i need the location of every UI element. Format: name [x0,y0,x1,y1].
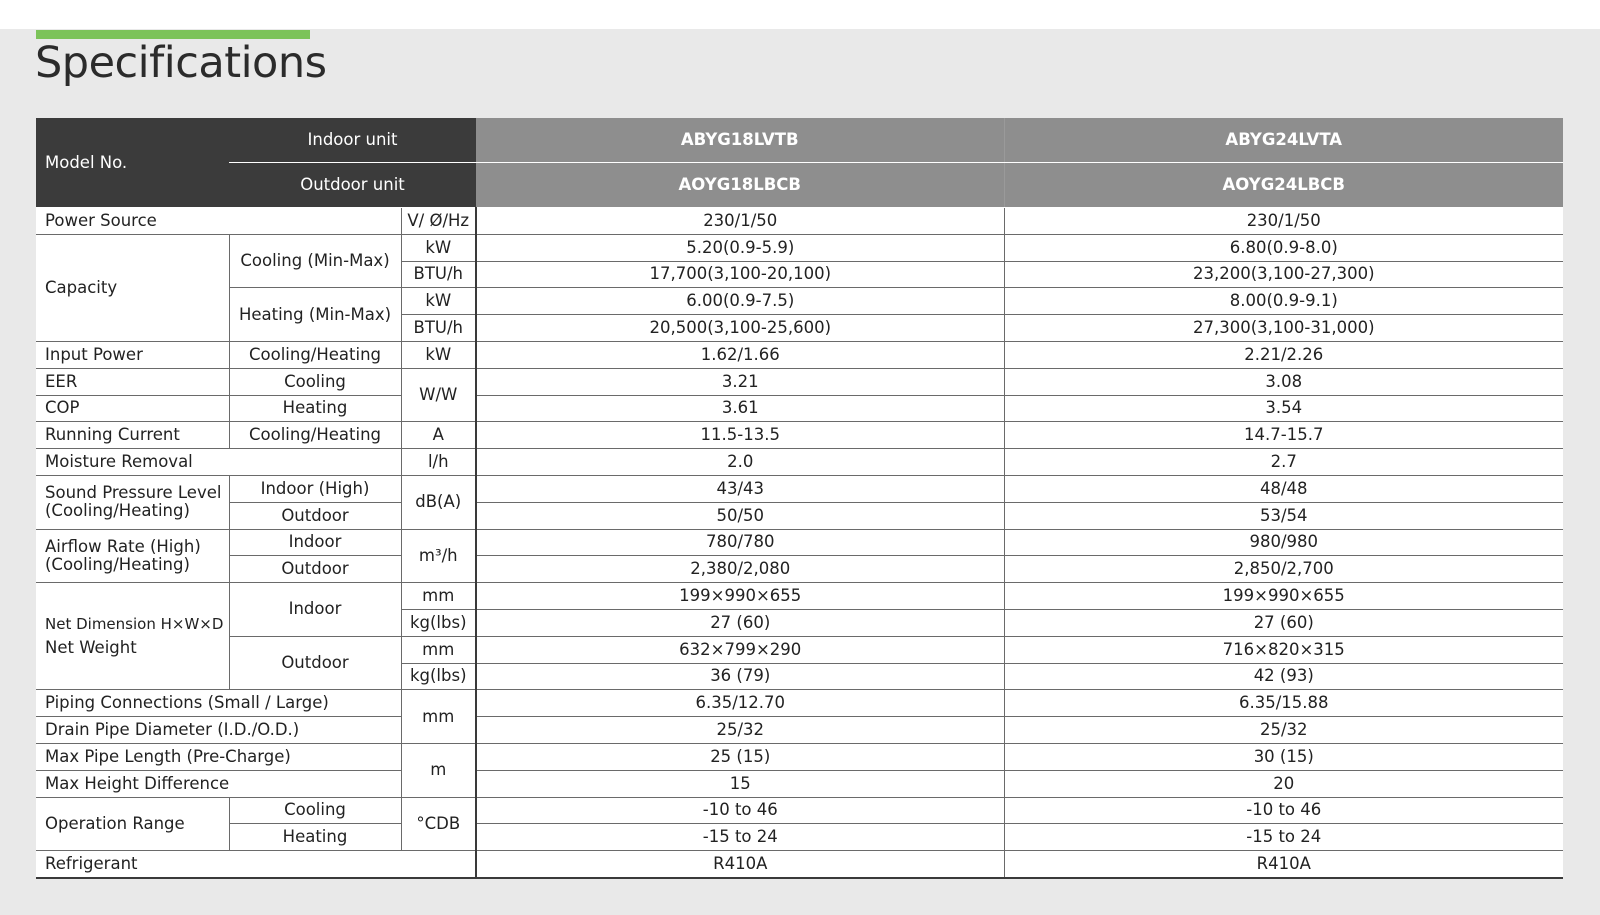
table-cell: 25/32 [1004,717,1563,744]
unit-dba: dB(A) [401,475,476,529]
table-cell: 980/980 [1004,529,1563,556]
model-no-label: Model No. [36,118,229,208]
cooling-label: Cooling [229,368,401,395]
indoor-model-2: ABYG24LVTA [1004,118,1563,163]
net-dimension-label: Net Dimension H×W×D [45,615,224,634]
indoor-label: Indoor [229,583,401,637]
table-cell: 199×990×655 [476,583,1004,610]
table-cell: 25 (15) [476,743,1004,770]
table-cell: 27,300(3,100-31,000) [1004,315,1563,342]
capacity-label: Capacity [36,234,229,341]
unit-mm: mm [401,583,476,610]
table-cell: 11.5-13.5 [476,422,1004,449]
net-weight-label: Net Weight [45,638,137,658]
table-cell: 8.00(0.9-9.1) [1004,288,1563,315]
cooling-heating-label: Cooling/Heating [229,422,401,449]
specifications-table [36,118,1563,879]
airflow-label: Airflow Rate (High) (Cooling/Heating) [36,529,229,583]
table-cell: 27 (60) [476,609,1004,636]
outdoor-model-1: AOYG18LBCB [476,163,1004,208]
table-cell: 199×990×655 [1004,583,1563,610]
table-cell: -15 to 24 [1004,824,1563,851]
table-cell: 20 [1004,770,1563,797]
unit-mm: mm [401,636,476,663]
table-cell: -10 to 46 [476,797,1004,824]
drain-pipe-label: Drain Pipe Diameter (I.D./O.D.) [36,717,401,744]
running-current-label: Running Current [36,422,229,449]
cooling-heating-label: Cooling/Heating [229,341,401,368]
table-cell: 50/50 [476,502,1004,529]
table-cell: 3.08 [1004,368,1563,395]
table-cell: 780/780 [476,529,1004,556]
unit-btuh: BTU/h [401,315,476,342]
page-title: Specifications [35,38,327,88]
table-cell: 5.20(0.9-5.9) [476,234,1004,261]
table-cell: R410A [1004,851,1563,878]
max-pipe-length-label: Max Pipe Length (Pre-Charge) [36,743,401,770]
heating-label: Heating [229,824,401,851]
unit-ww: W/W [401,368,476,422]
indoor-label: Indoor [229,529,401,556]
unit-kglbs: kg(lbs) [401,609,476,636]
unit-kw: kW [401,341,476,368]
cooling-minmax-label: Cooling (Min-Max) [229,234,401,288]
unit-m3h: m³/h [401,529,476,583]
sound-pressure-label: Sound Pressure Level (Cooling/Heating) [36,475,229,529]
table-cell: 14.7-15.7 [1004,422,1563,449]
table-cell: 6.00(0.9-7.5) [476,288,1004,315]
unit-kw: kW [401,288,476,315]
piping-connections-label: Piping Connections (Small / Large) [36,690,401,717]
outdoor-label: Outdoor [229,502,401,529]
table-cell: 6.35/12.70 [476,690,1004,717]
table-cell: 2.7 [1004,449,1563,476]
unit-kglbs: kg(lbs) [401,663,476,690]
outdoor-label: Outdoor [229,636,401,690]
table-cell: -15 to 24 [476,824,1004,851]
unit-cdb: °CDB [401,797,476,851]
table-cell: 42 (93) [1004,663,1563,690]
table-cell: 48/48 [1004,475,1563,502]
table-cell: R410A [476,851,1004,878]
table-cell: 2,380/2,080 [476,556,1004,583]
unit-btuh: BTU/h [401,261,476,288]
cop-label: COP [36,395,229,422]
power-source-label: Power Source [36,208,401,235]
table-cell: 53/54 [1004,502,1563,529]
table-cell: 6.80(0.9-8.0) [1004,234,1563,261]
table-cell: 2.0 [476,449,1004,476]
table-cell: 2,850/2,700 [1004,556,1563,583]
outdoor-label: Outdoor [229,556,401,583]
table-cell: 1.62/1.66 [476,341,1004,368]
outdoor-model-2: AOYG24LBCB [1004,163,1563,208]
table-cell: 27 (60) [1004,609,1563,636]
table-cell: 3.21 [476,368,1004,395]
table-cell: 2.21/2.26 [1004,341,1563,368]
refrigerant-label: Refrigerant [36,851,476,878]
table-cell: 632×799×290 [476,636,1004,663]
unit-kw: kW [401,234,476,261]
moisture-removal-label: Moisture Removal [36,449,401,476]
outdoor-unit-label: Outdoor unit [229,163,476,208]
table-cell: 230/1/50 [1004,208,1563,235]
table-cell: 43/43 [476,475,1004,502]
heating-label: Heating [229,395,401,422]
table-cell: 230/1/50 [476,208,1004,235]
indoor-high-label: Indoor (High) [229,475,401,502]
table-cell: 25/32 [476,717,1004,744]
eer-label: EER [36,368,229,395]
unit-v-hz: V/ Ø/Hz [401,208,476,235]
net-dimension-weight-label [36,583,229,690]
unit-m: m [401,743,476,797]
table-cell: 23,200(3,100-27,300) [1004,261,1563,288]
indoor-unit-label: Indoor unit [229,118,476,163]
unit-a: A [401,422,476,449]
input-power-label: Input Power [36,341,229,368]
table-cell: 20,500(3,100-25,600) [476,315,1004,342]
table-cell: 36 (79) [476,663,1004,690]
table-cell: 30 (15) [1004,743,1563,770]
indoor-model-1: ABYG18LVTB [476,118,1004,163]
table-cell: 17,700(3,100-20,100) [476,261,1004,288]
table-cell: 716×820×315 [1004,636,1563,663]
operation-range-label: Operation Range [36,797,229,851]
unit-mm: mm [401,690,476,744]
max-height-label: Max Height Difference [36,770,401,797]
cooling-label: Cooling [229,797,401,824]
unit-lh: l/h [401,449,476,476]
heating-minmax-label: Heating (Min-Max) [229,288,401,342]
table-cell: -10 to 46 [1004,797,1563,824]
table-cell: 6.35/15.88 [1004,690,1563,717]
table-cell: 15 [476,770,1004,797]
table-cell: 3.61 [476,395,1004,422]
table-cell: 3.54 [1004,395,1563,422]
